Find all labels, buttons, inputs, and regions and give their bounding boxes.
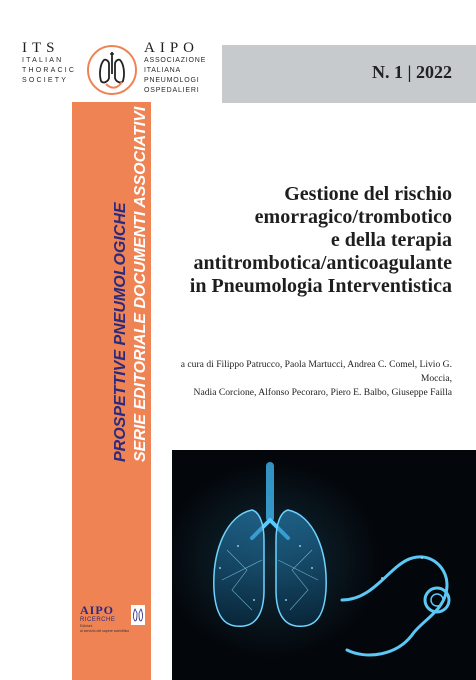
title-line-1: Gestione del rischio — [284, 183, 452, 205]
publisher-sub: RICERCHE — [80, 617, 116, 623]
its-line-3: SOCIETY — [22, 77, 69, 84]
aipo-acronym: AIPO — [144, 40, 200, 56]
series-line-1: PROSPETTIVE PNEUMOLOGICHE — [112, 202, 129, 462]
its-acronym: ITS — [22, 40, 60, 56]
aipo-logo-text — [144, 40, 224, 96]
document-title — [152, 183, 452, 298]
its-line-2: THORACIC — [22, 67, 77, 74]
publisher-name: AIPO — [80, 603, 114, 617]
cover-image-lungs-stethoscope — [172, 450, 476, 680]
publisher-tag: Edizioni — [80, 624, 93, 628]
authors-line-1: a cura di Filippo Patrucco, Paola Martucci, Andrea C. Comel, Livio G. Moccia, — [180, 359, 452, 384]
its-logo-text — [22, 40, 86, 86]
society-emblem-icon — [86, 44, 138, 96]
issue-number: N. 1 | 2022 — [372, 62, 452, 82]
authors — [152, 358, 452, 400]
series-vertical-title — [111, 107, 151, 462]
title-line-5: in Pneumologia Interventistica — [189, 275, 452, 297]
title-line-4: antitrombotica/anticoagulante — [193, 252, 452, 274]
publisher-tagline: al servizio del sapere scientifico — [80, 629, 130, 633]
title-line-2: emorragico/trombotico — [254, 206, 452, 228]
series-line-2: SERIE EDITORIALE DOCUMENTI ASSOCIATIVI — [132, 106, 149, 462]
aipo-line-2: ITALIANA — [144, 67, 182, 74]
its-line-1: ITALIAN — [22, 57, 64, 64]
title-line-3: e della terapia — [330, 229, 452, 251]
aipo-line-4: OSPEDALIERI — [144, 87, 200, 94]
authors-line-2: Nadia Corcione, Alfonso Pecoraro, Piero E. Balbo, Giuseppe Failla — [193, 387, 452, 398]
publisher-emblem-icon — [130, 604, 146, 626]
publisher-logo — [80, 604, 146, 634]
aipo-line-3: PNEUMOLOGI — [144, 77, 200, 84]
aipo-line-1: ASSOCIAZIONE — [144, 57, 207, 64]
